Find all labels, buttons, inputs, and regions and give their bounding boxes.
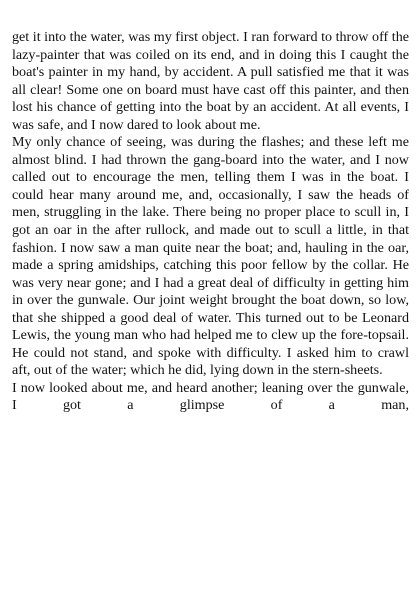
paragraph-3: I now looked about me, and heard another; leaning over the gunwale, I got a glimpse of a man, (12, 379, 409, 414)
paragraph-1: get it into the water, was my first object. I ran forward to throw off the lazy-painter that was coiled on its end, and in doing this I caught the boat's painter in my hand, by accident. A pull satisfied me that it was all clear! Some one on board must have cast off this painter, and then lost his chance of getting into the boat by an accident. At all events, I was safe, and I now dared to look about me. (12, 29, 409, 133)
paragraph-2: My only chance of seeing, was during the flashes; and these left me almost blind. I had thrown the gang-board into the water, and I now called out to encourage the men, telling them I was in the boat. I could hear many around me, and, occasionally, I saw the heads of men, struggling in the lake. There being no proper place to scull in, I got an oar in the after rullock, and made out to scull a little, in that fashion. I now saw a man quite near the boat; and, hauling in the oar, made a spring amidships, catching this poor fellow by the collar. He was very near gone; and I had a great deal of difficulty in getting him in over the gunwale. Our joint weight brought the boat down, so low, that she shipped a good deal of water. This turned out to be Leonard Lewis, the young man who had helped me to clew up the fore-topsail. He could not stand, and spoke with difficulty. I asked him to crawl aft, out of the water; which he did, lying down in the stern-sheets. (12, 134, 409, 379)
book-page (12, 29, 409, 415)
